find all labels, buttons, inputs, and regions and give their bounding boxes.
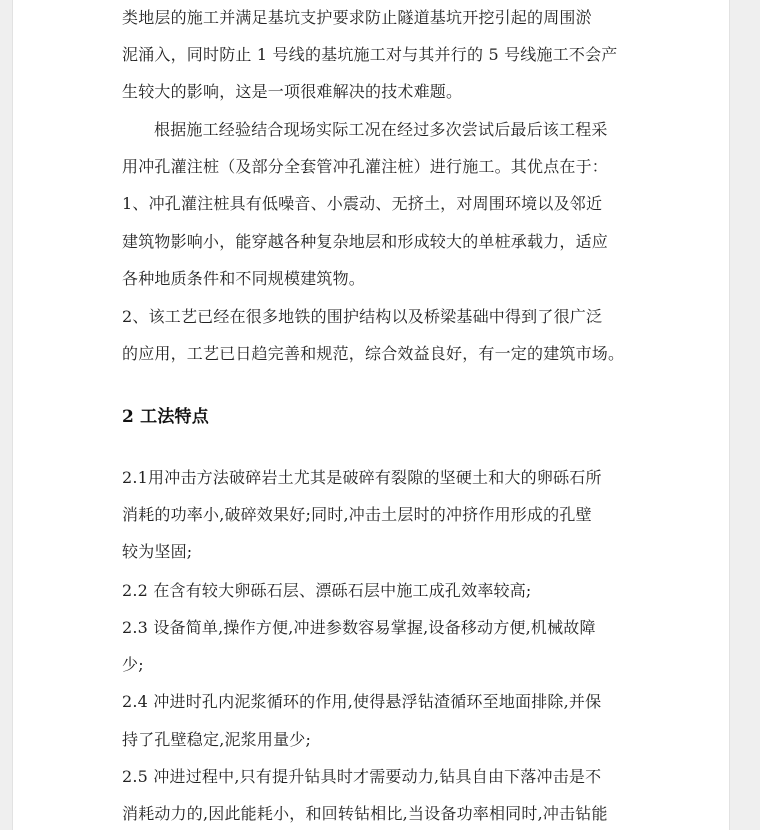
text-line: 泥涌入，同时防止 1 号线的基坑施工对与其并行的 5 号线施工不会产 [122, 45, 618, 64]
text-line: 生较大的影响，这是一项很难解决的技术难题。 [122, 82, 463, 101]
text-line: 建筑物影响小，能穿越各种复杂地层和形成较大的单桩承载力，适应 [122, 232, 609, 251]
text-line: 的应用，工艺已日趋完善和规范，综合效益良好，有一定的建筑市场。 [122, 344, 625, 363]
section-heading: 2 工法特点 [122, 407, 209, 427]
text-line: 2.2 在含有较大卵砾石层、漂砾石层中施工成孔效率较高; [122, 581, 532, 600]
text-line: 类地层的施工并满足基坑支护要求防止隧道基坑开挖引起的周围淤 [122, 8, 592, 27]
text-line: 各种地质条件和不同规模建筑物。 [122, 269, 366, 288]
text-line: 消耗的功率小,破碎效果好;同时,冲击土层时的冲挤作用形成的孔壁 [122, 505, 592, 524]
text-line: 2.3 设备简单,操作方便,冲进参数容易掌握,设备移动方便,机械故障 [122, 618, 596, 637]
text-line: 较为坚固; [122, 542, 193, 561]
document-page [12, 0, 730, 830]
text-line: 根据施工经验结合现场实际工况在经过多次尝试后最后该工程采 [154, 120, 608, 139]
text-line: 2.5 冲进过程中,只有提升钻具时才需要动力,钻具自由下落冲击是不 [122, 767, 602, 786]
text-line: 用冲孔灌注桩（及部分全套管冲孔灌注桩）进行施工。其优点在于： [122, 157, 609, 176]
text-line: 2.4 冲进时孔内泥浆循环的作用,使得悬浮钻渣循环至地面排除,并保 [122, 692, 602, 711]
text-line: 1、冲孔灌注桩具有低噪音、小震动、无挤土，对周围环境以及邻近 [122, 194, 603, 213]
text-line: 2、该工艺已经在很多地铁的围护结构以及桥梁基础中得到了很广泛 [122, 307, 603, 326]
text-line: 持了孔壁稳定,泥浆用量少; [122, 730, 312, 749]
text-line: 消耗动力的,因此能耗小，和回转钻相比,当设备功率相同时,冲击钻能 [122, 804, 608, 823]
text-line: 2.1用冲击方法破碎岩土尤其是破碎有裂隙的坚硬土和大的卵砾石所 [122, 468, 602, 487]
text-line: 少; [122, 655, 144, 674]
